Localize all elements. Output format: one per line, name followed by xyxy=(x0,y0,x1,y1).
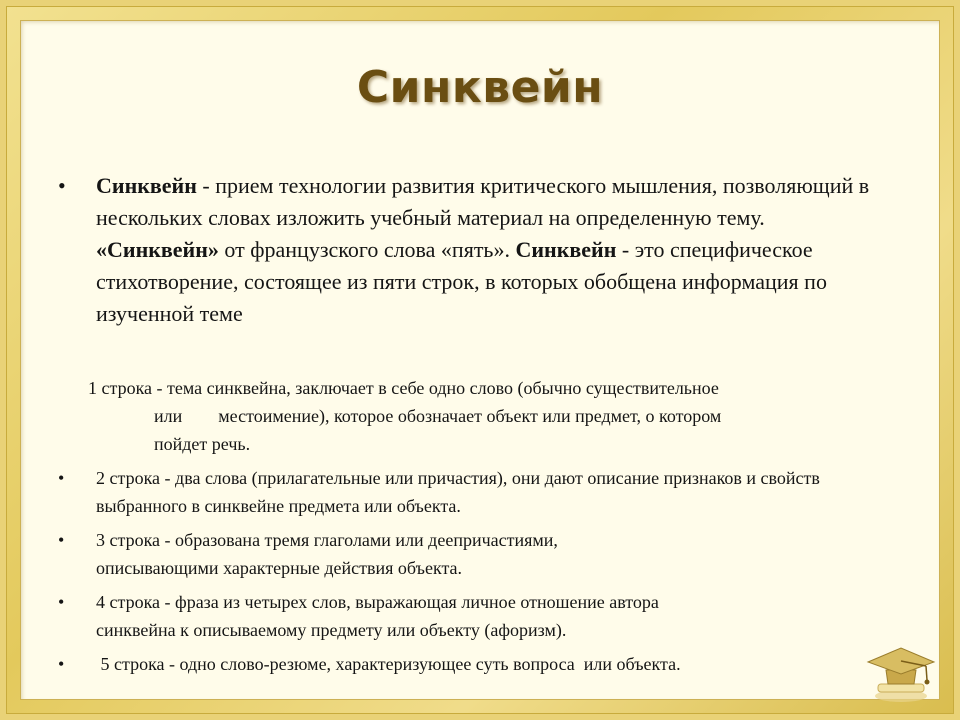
slide-title: Синквейн xyxy=(356,62,604,113)
line-1-text: 1 строка - тема синквейна, заключает в себе одно слово (обычно существительное xyxy=(88,378,719,398)
definition-text: от французского слова «пять». xyxy=(218,237,516,262)
bullet-icon: • xyxy=(58,530,65,550)
line-1-cont: пойдет речь. xyxy=(154,434,251,454)
line-3-text: 3 строка - образована тремя глаголами или деепричастиями, xyxy=(96,530,558,550)
line-4-text: 4 строка - фраза из четырех слов, выражающая личное отношение автора xyxy=(96,592,659,612)
term-bold: Синквейн xyxy=(515,237,617,262)
bullet-icon: • xyxy=(58,592,65,612)
line-3-cont: описывающими характерные действия объекта. xyxy=(96,558,463,578)
line-1-item xyxy=(58,374,898,458)
line-5-text: 5 строка - одно слово-резюме, характеризующее суть вопроса или объекта. xyxy=(96,654,681,674)
term-bold: «Синквейн» xyxy=(96,237,219,262)
bullet-icon: • xyxy=(58,654,65,674)
line-2-text: 2 строка - два слова (прилагательные или причастия), они дают описание признаков и свойств выбранного в синквейне предмета или объекта. xyxy=(96,468,820,516)
definition-item xyxy=(58,170,878,330)
definition-list xyxy=(58,170,878,330)
bullet-icon: • xyxy=(58,468,65,488)
lines-list xyxy=(58,374,898,678)
definition-text: - это специфическое стихотворение, состоящее из пяти строк, в которых обобщена информация по изученной теме xyxy=(96,237,827,326)
line-2-item xyxy=(58,464,898,520)
line-1-cont: или местоимение), которое обозначает объект или предмет, о котором xyxy=(154,406,722,426)
line-4-item xyxy=(58,588,898,644)
bullet-icon: • xyxy=(58,173,66,198)
term-bold: Синквейн xyxy=(96,173,197,198)
line-4-cont: синквейна к описываемому предмету или объекту (афоризм). xyxy=(96,620,567,640)
definition-text: - прием технологии развития критического мышления, позволяющий в нескольких словах изложить учебный материал на определенную тему. xyxy=(96,173,870,230)
line-5-item xyxy=(58,650,898,678)
line-3-item xyxy=(58,526,898,582)
graduation-cap-icon xyxy=(864,640,938,704)
